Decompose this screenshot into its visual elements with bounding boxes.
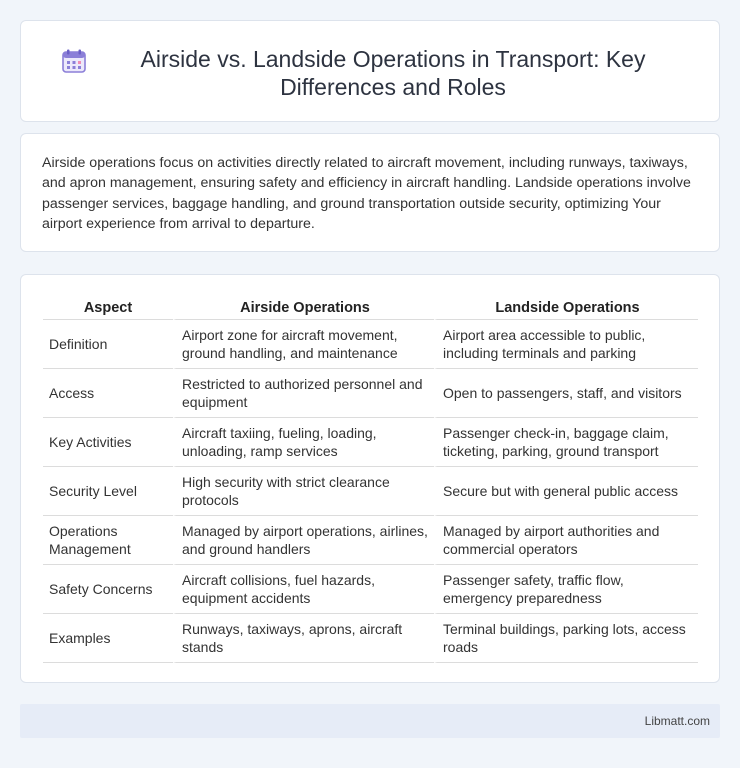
- airside-cell: Aircraft collisions, fuel hazards, equipment accidents: [173, 565, 434, 614]
- table-row: [43, 467, 698, 516]
- title-card: [20, 20, 720, 122]
- aspect-cell: Safety Concerns: [43, 565, 173, 614]
- title-row: [21, 21, 719, 101]
- aspect-cell: Definition: [43, 320, 173, 369]
- table-row: [43, 320, 698, 369]
- airside-cell: High security with strict clearance protocols: [173, 467, 434, 516]
- page-title: Airside vs. Landside Operations in Transport: Key Differences and Roles: [140, 46, 646, 100]
- footer-bar: [20, 704, 720, 738]
- aspect-cell: Operations Management: [43, 516, 173, 565]
- table-row: [43, 418, 698, 467]
- footer-brand-link[interactable]: Libmatt.com: [644, 714, 710, 728]
- intro-paragraph: Airside operations focus on activities directly related to aircraft movement, including runways, taxiways, and apron management, ensuring safety and efficiency in aircraft handling. Landside operations involve passenger services, baggage handling, and ground transportation outside security, optimizing Your airport experience from arrival to departure.: [42, 155, 691, 232]
- landside-cell: Airport area accessible to public, including terminals and parking: [434, 320, 698, 369]
- landside-cell: Managed by airport authorities and commercial operators: [434, 516, 698, 565]
- intro-card: [20, 133, 720, 252]
- airside-cell: Restricted to authorized personnel and equipment: [173, 369, 434, 418]
- table-row: [43, 565, 698, 614]
- landside-cell: Secure but with general public access: [434, 467, 698, 516]
- aspect-cell: Access: [43, 369, 173, 418]
- airside-cell: Airport zone for aircraft movement, ground handling, and maintenance: [173, 320, 434, 369]
- table-header-row: [43, 295, 698, 320]
- landside-cell: Terminal buildings, parking lots, access roads: [434, 614, 698, 663]
- airside-cell: Aircraft taxiing, fueling, loading, unloading, ramp services: [173, 418, 434, 467]
- aspect-cell: Key Activities: [43, 418, 173, 467]
- header-aspect: Aspect: [43, 295, 173, 320]
- table-row: [43, 516, 698, 565]
- landside-cell: Open to passengers, staff, and visitors: [434, 369, 698, 418]
- header-airside: Airside Operations: [173, 295, 434, 320]
- airside-cell: Managed by airport operations, airlines, and ground handlers: [173, 516, 434, 565]
- table-row: [43, 369, 698, 418]
- table-row: [43, 614, 698, 663]
- aspect-cell: Examples: [43, 614, 173, 663]
- comparison-card: [20, 274, 720, 683]
- calendar-icon: [61, 48, 87, 74]
- aspect-cell: Security Level: [43, 467, 173, 516]
- landside-cell: Passenger check-in, baggage claim, ticketing, parking, ground transport: [434, 418, 698, 467]
- comparison-table: [43, 295, 698, 663]
- airside-cell: Runways, taxiways, aprons, aircraft stands: [173, 614, 434, 663]
- landside-cell: Passenger safety, traffic flow, emergency preparedness: [434, 565, 698, 614]
- header-landside: Landside Operations: [434, 295, 698, 320]
